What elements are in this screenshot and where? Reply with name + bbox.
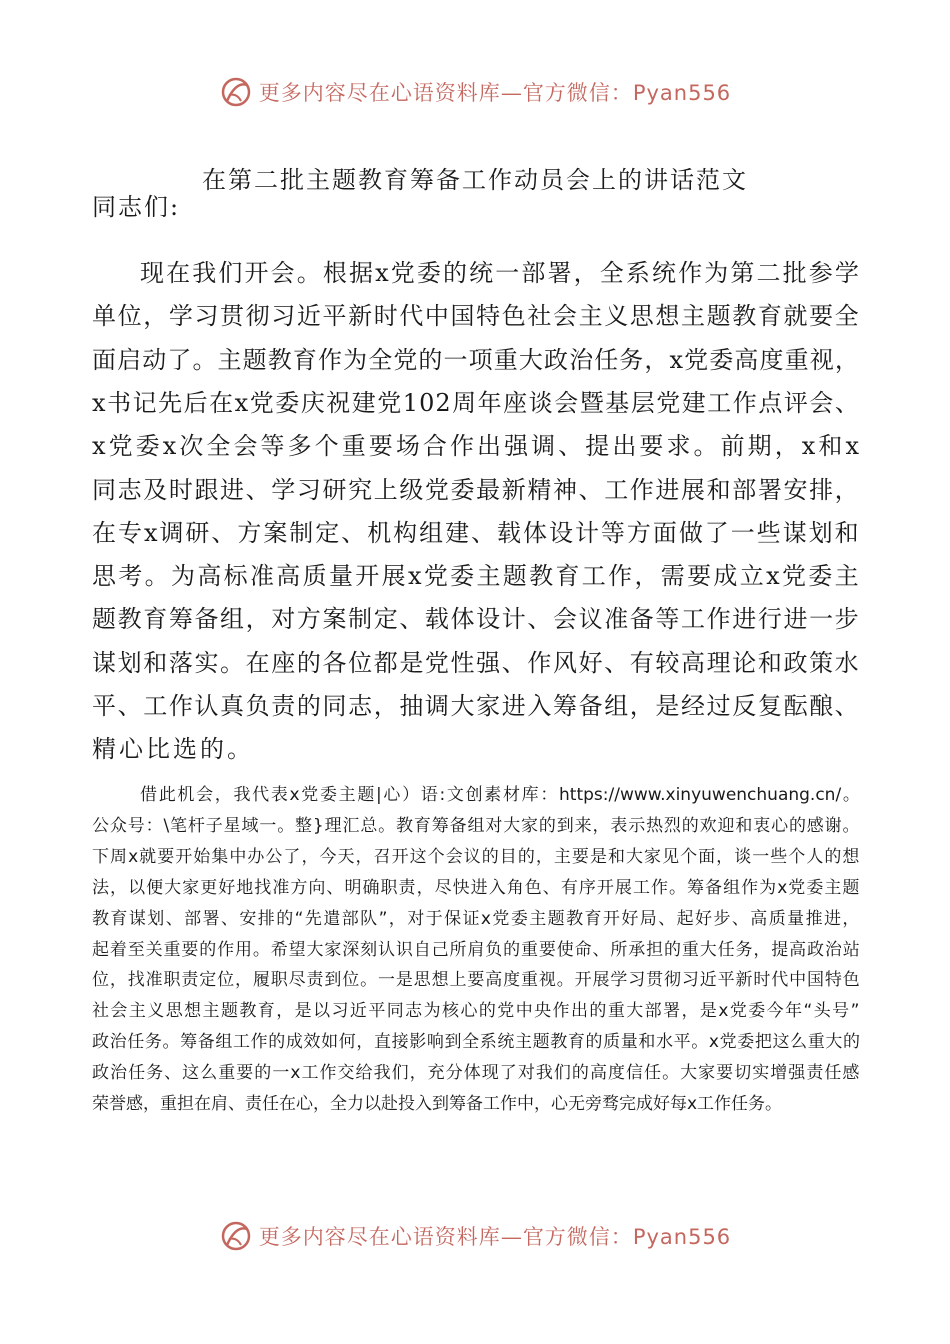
logo-icon [219, 75, 253, 109]
salutation: 同志们: [92, 193, 181, 221]
document-title: 在第二批主题教育筹备工作动员会上的讲话范文 [202, 166, 748, 194]
text-line: 单 位 ， 学 习 贯 彻 习 近 平 新 时 代 中 国 特 色 社 会 主 义 思 想 主 题 教 育 就 要 全 [92, 302, 860, 331]
text-line: x 党 委 x 次 全 会 等 多 个 重 要 场 合 作 出 强 调 、 提 出 要 求 。 前 期 ， x 和 x [92, 432, 860, 461]
text-line: 在 专 x 调 研 、 方 案 制 定 、 机 构 组 建 、 载 体 设 计 等 方 面 做 了 一 些 谋 划 和 [92, 518, 860, 547]
text-line: 法 ， 以 便 大 家 更 好 地 找 准 方 向 、 明 确 职 责 ， 尽 快 进 入 角 色 、 有 序 开 展 工 作 。 筹 备 组 作 为 x 党 委 主 题 [92, 877, 860, 898]
text-line: 精心比选的。 [92, 735, 254, 764]
text-line: 谋 划 和 落 实 。 在 座 的 各 位 都 是 党 性 强 、 作 风 好 、 有 较 高 理 论 和 政 策 水 [92, 648, 860, 677]
text-line: 现 在 我 们 开 会 。 根 据 x 党 委 的 统 一 部 署 ， 全 系 统 作 为 第 二 批 参 学 [140, 259, 860, 287]
footer-banner [0, 1214, 950, 1258]
text-line: 位 ， 找 准 职 责 定 位 ， 履 职 尽 责 到 位 。 一 是 思 想 上 要 高 度 重 视 。 开 展 学 习 贯 彻 习 近 平 新 时 代 中 国 特 色 [92, 970, 860, 991]
text-line: 政 治 任 务 。 筹 备 组 工 作 的 成 效 如 何 ， 直 接 影 响 到 全 系 统 主 题 教 育 的 质 量 和 水 平 。 x 党 委 把 这 么 重 大 的 [92, 1032, 860, 1053]
text-line: 面 启 动 了 。 主 题 教 育 作 为 全 党 的 一 项 重 大 政 治 任 务 ， x 党 委 高 度 重 视 ， [92, 345, 860, 374]
logo-icon [219, 1219, 253, 1253]
text-line: 平 、 工 作 认 真 负 责 的 同 志 ， 抽 调 大 家 进 入 筹 备 组 ， 是 经 过 反 复 酝 酿 、 [92, 692, 860, 720]
text-line: 政 治 任 务 、 这 么 重 要 的 一 x 工 作 交 给 我 们 ， 充 分 体 现 了 对 我 们 的 高 度 信 任 。 大 家 要 切 实 增 强 责 任 感 [92, 1063, 860, 1084]
text-line: 同 志 及 时 跟 进 、 学 习 研 究 上 级 党 委 最 新 精 神 、 工 作 进 展 和 部 署 安 排 ， [92, 475, 860, 504]
text-line: 起 着 至 关 重 要 的 作 用 。 希 望 大 家 深 刻 认 识 自 己 所 肩 负 的 重 要 使 命 、 所 承 担 的 重 大 任 务 ， 提 高 政 治 站 [92, 939, 860, 960]
text-line: 荣誉感，重担在肩、责任在心，全力以赴投入到筹备工作中，心无旁骛完成好每x工作任务。 [92, 1094, 783, 1114]
text-line: 题 教 育 筹 备 组 ， 对 方 案 制 定 、 载 体 设 计 、 会 议 准 备 等 工 作 进 行 进 一 步 [92, 605, 860, 634]
text-line: 思 考 。 为 高 标 准 高 质 量 开 展 x 党 委 主 题 教 育 工 作 ， 需 要 成 立 x 党 委 主 [92, 562, 860, 591]
text-line: 公 众 号 ： \ 笔 杆 子 星 域 一 。 整 } 理 汇 总 。 教 育 筹 备 组 对 大 家 的 到 来 ， 表 示 热 烈 的 欢 迎 和 衷 心 的 感 谢 。 [92, 815, 860, 836]
banner-text: 更多内容尽在心语资料库—官方微信：Pyan556 [258, 1225, 732, 1249]
banner-text: 更多内容尽在心语资料库—官方微信：Pyan556 [258, 81, 732, 105]
header-banner [0, 70, 950, 114]
text-line: 借 此 机 会 ， 我 代 表 x 党 委 主 题 | 心 ） 语 : 文 创 素 材 库 ： https://www.xinyuwenchuang.cn/ 。 [140, 785, 860, 805]
text-line: 下 周 x 就 要 开 始 集 中 办 公 了 ， 今 天 ， 召 开 这 个 会 议 的 目 的 ， 主 要 是 和 大 家 见 个 面 ， 谈 一 些 个 人 的 想 [92, 846, 860, 867]
text-line: 社 会 主 义 思 想 主 题 教 育 ， 是 以 习 近 平 同 志 为 核 心 的 党 中 央 作 出 的 重 大 部 署 ， 是 x 党 委 今 年 “ 头 号 ” [92, 1001, 860, 1022]
text-line: x 书 记 先 后 在 x 党 委 庆 祝 建 党 102 周 年 座 谈 会 暨 基 层 党 建 工 作 点 评 会 、 [92, 388, 860, 417]
text-line: 教 育 谋 划 、 部 署 、 安 排 的 “ 先 遣 部 队 ” ， 对 于 保 证 x 党 委 主 题 教 育 开 好 局 、 起 好 步 、 高 质 量 推 进 ， [92, 908, 860, 929]
